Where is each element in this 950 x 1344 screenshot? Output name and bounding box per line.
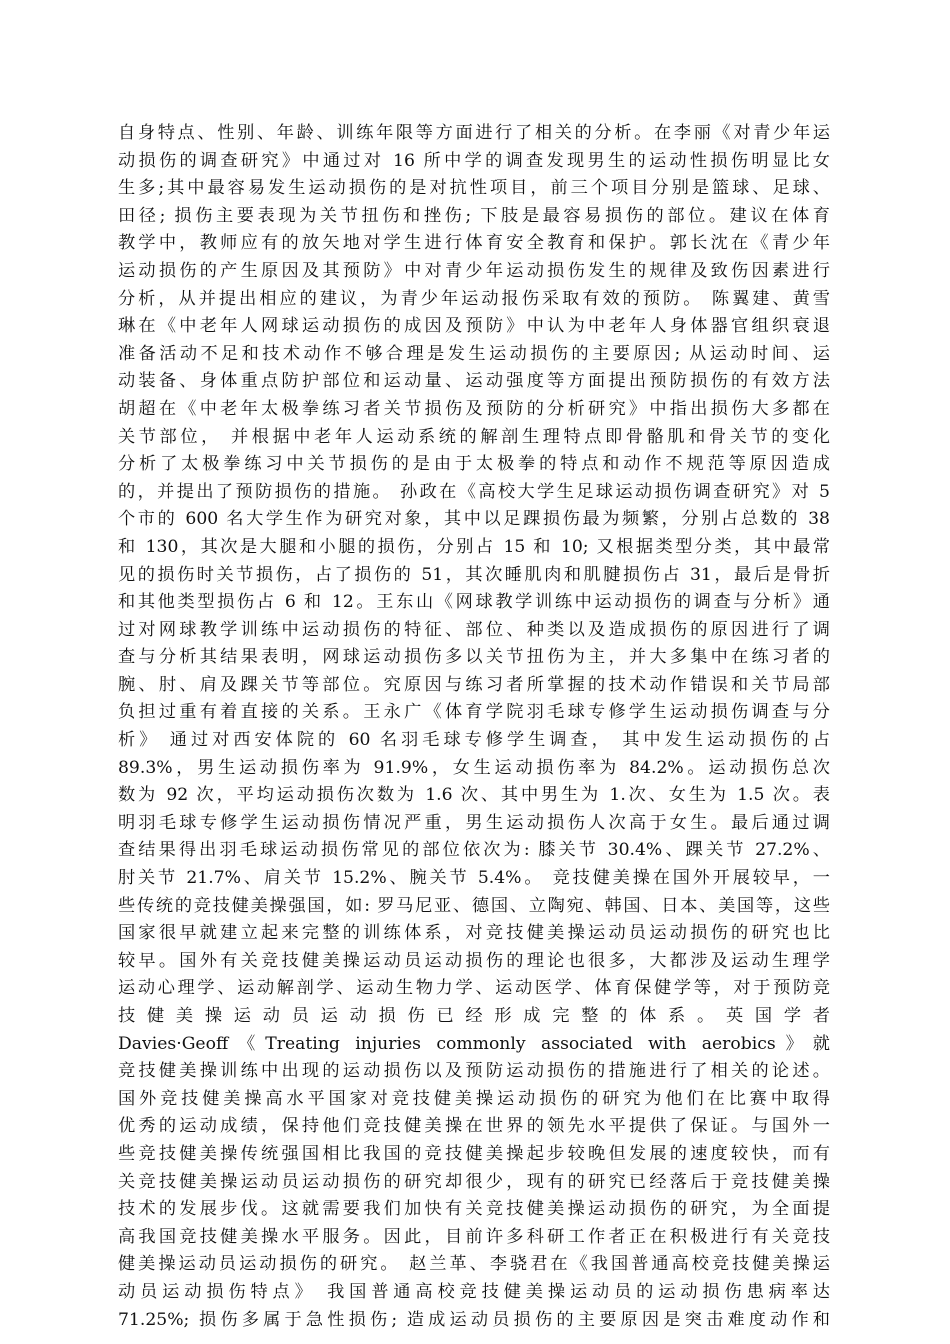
text-line: 肘关节 21.7%、肩关节 15.2%、腕关节 5.4%。 竞技健美操在国外开展较早，一 — [118, 868, 830, 889]
text-line: 运动损伤的产生原因及其预防》中对青少年运动损伤发生的规律及致伤因素进行 — [118, 260, 830, 281]
text-line: 琳在《中老年人网球运动损伤的成因及预防》中认为中老年人身体器官组织衰退 — [118, 316, 830, 337]
text-line: 较早。国外有关竞技健美操运动员运动损伤的理论也很多，大都涉及运动生理学 — [118, 950, 830, 971]
text-line: 个市的 600 名大学生作为研究对象，其中以足踝损伤最为频繁，分别占总数的 38 — [118, 509, 830, 530]
text-line: 自身特点、性别、年龄、训练年限等方面进行了相关的分析。在李丽《对青少年运 — [118, 123, 830, 143]
text-line: 关节部位， 并根据中老年人运动系统的解剖生理特点即骨骼肌和骨关节的变化 — [118, 426, 830, 447]
text-line: 和 130，其次是大腿和小腿的损伤，分别占 15 和 10; 又根据类型分类，其中最常 — [118, 536, 830, 557]
text-line: 些传统的竞技健美操强国，如: 罗马尼亚、德国、立陶宛、韩国、日本、美国等，这些 — [118, 895, 830, 916]
text-line: 和其他类型损伤占 6 和 12。王东山《网球教学训练中运动损伤的调查与分析》通 — [118, 592, 830, 613]
text-line: 见的损伤时关节损伤，占了损伤的 51，其次睡肌肉和肌腱损伤占 31，最后是骨折 — [118, 564, 830, 585]
text-line: 国外竞技健美操高水平国家对竞技健美操运动损伤的研究为他们在比赛中取得 — [118, 1088, 830, 1109]
text-line: 竞技健美操训练中出现的运动损伤以及预防运动损伤的措施进行了相关的论述。 — [118, 1061, 830, 1082]
text-line: 分析，从并提出相应的建议，为青少年运动报伤采取有效的预防。 陈翼建、黄雪 — [118, 288, 830, 309]
text-line: 生多;其中最容易发生运动损伤的是对抗性项目，前三个项目分别是篮球、足球、 — [118, 178, 830, 199]
text-line: 教学中，教师应有的放矢地对学生进行体育安全教育和保护。郭长沈在《青少年 — [118, 233, 830, 254]
text-line: 优秀的运动成绩，保持他们竞技健美操在世界的领先水平提供了保证。与国外一 — [118, 1116, 830, 1137]
text-line: 运动心理学、运动解剖学、运动生物力学、运动医学、体育保健学等，对于预防竞 — [118, 978, 830, 999]
text-line: 分析了太极拳练习中关节损伤的是由于太极拳的特点和动作不规范等原因造成 — [118, 454, 830, 475]
text-line: 数为 92 次，平均运动损伤次数为 1.6 次、其中男生为 1.次、女生为 1.5 次。表 — [118, 785, 830, 806]
text-line: 过对网球教学训练中运动损伤的特征、部位、种类以及造成损伤的原因进行了调 — [118, 619, 830, 640]
text-line: 动装备、身体重点防护部位和运动量、运动强度等方面提出预防损伤的有效方法 — [118, 371, 830, 392]
text-line: 腕、肘、肩及踝关节等部位。究原因与练习者所掌握的技术动作错误和关节局部 — [118, 674, 830, 695]
text-line: 关竞技健美操运动员运动损伤的研究却很少，现有的研究已经落后于竞技健美操 — [118, 1171, 830, 1192]
text-line: 明羽毛球专修学生运动损伤情况严重，男生运动损伤人次高于女生。最后通过调 — [118, 812, 830, 833]
text-line: 查与分析其结果表明，网球运动损伤多以关节扭伤为主，并大多集中在练习者的 — [118, 647, 830, 668]
text-line: 89.3%，男生运动损伤率为 91.9%，女生运动损伤率为 84.2%。运动损伤总次 — [118, 757, 830, 778]
text-line: 胡超在《中老年太极拳练习者关节损伤及预防的分析研究》中指出损伤大多都在 — [118, 398, 830, 419]
text-line: 些竞技健美操传统强国相比我国的竞技健美操起步较晚但发展的速度较快，而有 — [118, 1143, 830, 1164]
text-line: 查结果得出羽毛球运动损伤常见的部位依次为: 膝关节 30.4%、踝关节 27.2%、 — [118, 840, 830, 861]
text-line: 析》 通过对西安体院的 60 名羽毛球专修学生调查， 其中发生运动损伤的占 — [118, 730, 830, 751]
text-line: 国家很早就建立起来完整的训练体系，对竞技健美操运动员运动损伤的研究也比 — [118, 923, 830, 944]
text-line: 田径; 损伤主要表现为关节扭伤和挫伤; 下肢是最容易损伤的部位。建议在体育 — [118, 205, 830, 226]
text-line: 高我国竞技健美操水平服务。因此，目前许多科研工作者正在积极进行有关竞技 — [118, 1226, 830, 1247]
document-page — [118, 120, 830, 1334]
text-line: 71.25%; 损伤多属于急性损伤; 造成运动员损伤的主要原因是突击难度动作和 — [118, 1309, 830, 1330]
text-line: 动损伤的调查研究》中通过对 16 所中学的调查发现男生的运动性损伤明显比女 — [118, 150, 830, 171]
text-line: Davies·Geoff《Treating injuries commonly associated with aerobics》就 — [118, 1033, 830, 1054]
text-line: 的，并提出了预防损伤的措施。 孙政在《高校大学生足球运动损伤调查研究》对 5 — [118, 481, 830, 502]
text-line: 动员运动损伤特点》 我国普通高校竞技健美操运动员的运动损伤患病率达 — [118, 1281, 830, 1302]
text-line: 健美操运动员运动损伤的研究。 赵兰革、李骁君在《我国普通高校竞技健美操运 — [118, 1254, 830, 1275]
text-line: 技术的发展步伐。这就需要我们加快有关竞技健美操运动损伤的研究，为全面提 — [118, 1199, 830, 1220]
text-line: 准备活动不足和技术动作不够合理是发生运动损伤的主要原因; 从运动时间、运 — [118, 343, 830, 364]
text-line: 技 健 美 操 运 动 员 运 动 损 伤 已 经 形 成 完 整 的 体 系 。 英 国 学 者 — [118, 1006, 830, 1026]
text-line: 负担过重有着直接的关系。王永广《体育学院羽毛球专修学生运动损伤调查与分 — [118, 702, 830, 723]
